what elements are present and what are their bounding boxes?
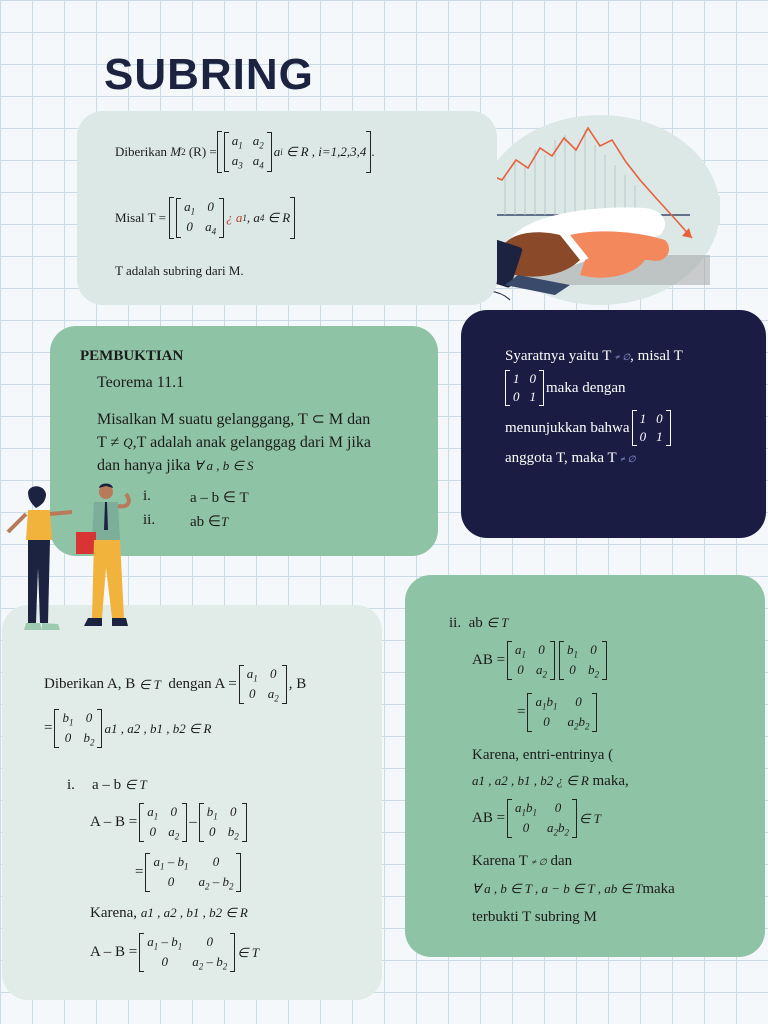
outer-brace-left [217, 131, 222, 173]
condition-card [461, 310, 766, 538]
difference-proof-card [2, 605, 382, 1000]
karena-line: Karena, a1 , a2 , b1 , b2 ∈ R [90, 905, 248, 921]
matrix-m2: $a_1$ $a_2$ $a_3$ $a_4$ [224, 132, 272, 171]
product-karena-3: Karena T ≠ ∅ dan [472, 853, 573, 869]
definition-line-1: Diberikan M 2 (R) = $a_1$ $a_2$ $a_3$ $a_4$ a i ∈ R , i=1,2,3,4 . [115, 131, 375, 173]
definition-line-3: T adalah subring dari M. [115, 263, 244, 278]
proof-item-2-text: ab ∈T [190, 514, 229, 530]
identity-matrix-2: 1 0 0 1 [632, 410, 671, 446]
condition-line-1: Syaratnya yaitu T ≠ ∅, misal T [505, 348, 683, 364]
proof-item-2-number: ii. [143, 512, 156, 528]
matrix-b: $b_1$ 0 0 $b_2$ [54, 709, 102, 748]
product-proof-card [405, 575, 765, 957]
matrix-t: $a_1$ 0 0 $a_4$ [176, 198, 224, 237]
proof-heading: PEMBUKTIAN [80, 348, 184, 364]
product-conclusion: terbukti T subring M [472, 909, 597, 925]
condition-line-2: 1 0 0 1 maka dengan [503, 370, 626, 406]
given-line-1: Diberikan A, B ∈ T dengan A = $a_1$ 0 0 $a_2$ , B [44, 666, 307, 704]
two-people-discussing-illustration [2, 478, 142, 638]
difference-line-2: = $a_1 - b_1$ 0 0 $a_2 - b_2$ [135, 853, 243, 892]
step-i-text: a – b ∈ T [92, 777, 147, 793]
product-forall: ∀ a , b ∈ T , a − b ∈ T , ab ∈ Tmaka [472, 881, 675, 897]
given-line-2: = $b_1$ 0 0 $b_2$ a1 , a2 , b1 , b2 ∈ R [44, 710, 212, 748]
product-line-2: = $a_1b_1$ 0 0 $a_2b_2$ [517, 693, 599, 732]
step-ii-line: ii. ab ∈ T [449, 615, 509, 631]
matrix-a: $a_1$ 0 0 $a_2$ [239, 665, 287, 704]
product-karena-2: a1 , a2 , b1 , b2 ¿ ∈ R maka, [472, 773, 629, 789]
product-line-1: AB = $a_1$ 0 0 $a_2$ $b_1$ 0 0 $b_2$ [472, 641, 609, 680]
page-title: SUBRING [104, 50, 314, 99]
condition-line-3: menunjukkan bahwa 1 0 0 1 [505, 410, 673, 446]
theorem-statement: Misalkan M suatu gelanggang, T ⊂ M dan T ≠ Q,T adalah anak gelanggag dari M jika dan hanya jika ∀ a , b ∈ S [97, 411, 371, 474]
step-i-number: i. [67, 777, 75, 793]
product-karena-1: Karena, entri-entrinya ( [472, 747, 614, 763]
identity-matrix-1: 1 0 0 1 [505, 370, 544, 406]
definition-line-2: Misal T = $a_1$ 0 0 $a_4$ ¿ a 1 , a 4 ∈ R [115, 197, 295, 239]
proof-item-1-number: i. [143, 488, 151, 504]
theorem-label: Teorema 11.1 [97, 374, 185, 391]
product-line-3: AB = $a_1b_1$ 0 0 $a_2b_2$ ∈ T [472, 800, 601, 838]
condition-line-4: anggota T, maka T ≠ ∅ [505, 450, 636, 466]
proof-item-1-text: a – b ∈ T [190, 490, 249, 506]
difference-line-1: A – B = $a_1$ 0 0 $a_2$ – $b_1$ 0 0 $b_2$ [90, 803, 249, 842]
definition-card [77, 111, 497, 305]
difference-final-line: A – B = $a_1 - b_1$ 0 0 $a_2 - b_2$ ∈ T [90, 934, 260, 972]
